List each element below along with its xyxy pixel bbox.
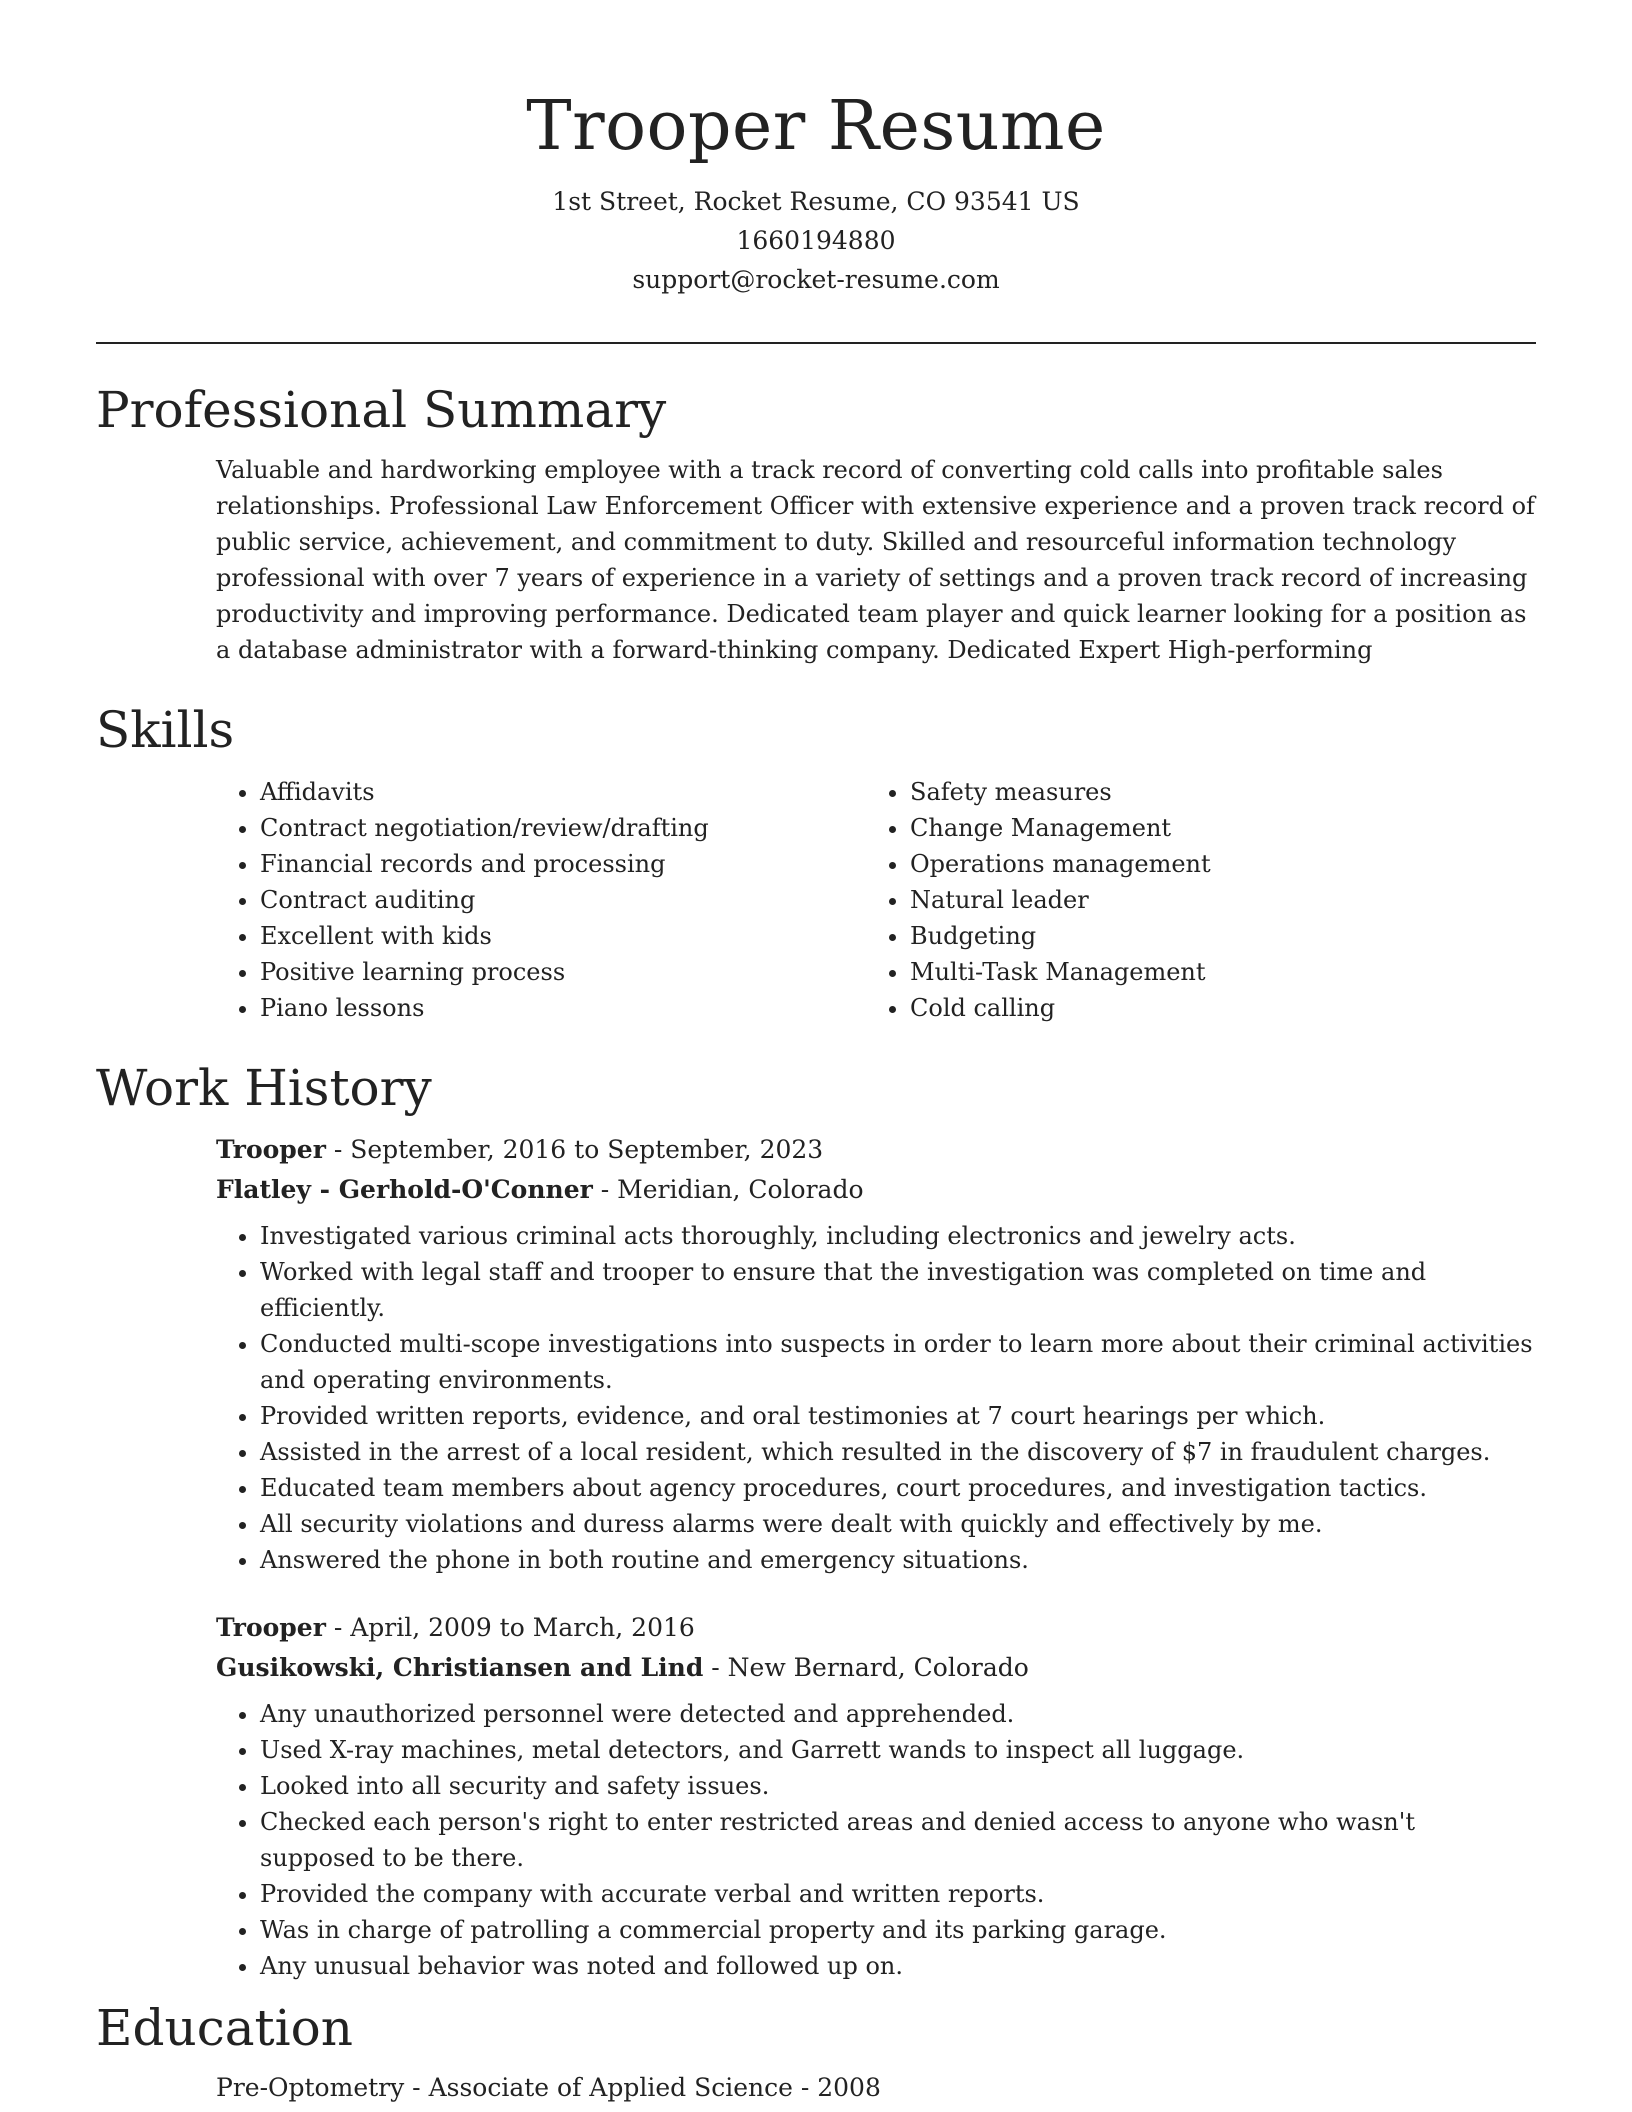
job-bullet: • Checked each person's right to enter restricted areas and denied access to anyone who wasn't supposed to be there. (260, 1804, 1536, 1876)
summary-heading: Professional Summary (96, 381, 667, 439)
job-company: Flatley - Gerhold-O'Conner (216, 1175, 593, 1204)
job-bullets (216, 1218, 1536, 1578)
job-bullet: • Any unusual behavior was noted and followed up on. (260, 1948, 1536, 1984)
work-section (96, 1058, 1536, 1984)
skill-item: • Operations management (910, 846, 1516, 882)
job-bullet: • Conducted multi-scope investigations into suspects in order to learn more about their criminal activities and operating environments. (260, 1326, 1536, 1398)
job-company-line (216, 1648, 1536, 1688)
job-bullet: • Educated team members about agency procedures, court procedures, and investigation tactics. (260, 1470, 1536, 1506)
skill-item: • Contract auditing (260, 882, 866, 918)
skill-item: • Change Management (910, 810, 1516, 846)
skills-right-list (866, 774, 1516, 1026)
job-entry (216, 1130, 1536, 1578)
skill-item: • Natural leader (910, 882, 1516, 918)
skill-item: • Multi-Task Management (910, 954, 1516, 990)
education-heading: Education (96, 1999, 353, 2057)
skills-right-column (866, 774, 1516, 1026)
address: 1st Street, Rocket Resume, CO 93541 US (552, 187, 1080, 216)
job-company-line (216, 1170, 1536, 1210)
job-bullet: • Any unauthorized personnel were detected and apprehended. (260, 1696, 1536, 1732)
job-entry (216, 1608, 1536, 1984)
skills-columns (216, 774, 1536, 1026)
job-role: Trooper (216, 1613, 326, 1642)
education-entry: Pre-Optometry - Associate of Applied Science - 2008 (216, 2073, 881, 2102)
job-bullet: • Answered the phone in both routine and emergency situations. (260, 1542, 1536, 1578)
contact-info (0, 182, 1632, 299)
skill-item: • Budgeting (910, 918, 1516, 954)
skill-item: • Safety measures (910, 774, 1516, 810)
job-bullet: • Worked with legal staff and trooper to ensure that the investigation was completed on time and efficiently. (260, 1254, 1536, 1326)
job-company: Gusikowski, Christiansen and Lind (216, 1653, 704, 1682)
job-location: - Meridian, Colorado (592, 1175, 864, 1204)
job-bullet: • Looked into all security and safety issues. (260, 1768, 1536, 1804)
header-divider (96, 342, 1536, 344)
job-bullet: • Provided written reports, evidence, and oral testimonies at 7 court hearings per which. (260, 1398, 1536, 1434)
job-bullet: • All security violations and duress alarms were dealt with quickly and effectively by me. (260, 1506, 1536, 1542)
job-bullet: • Provided the company with accurate verbal and written reports. (260, 1876, 1536, 1912)
email: support@rocket-resume.com (632, 265, 1000, 294)
job-bullets (216, 1696, 1536, 1984)
job-dates: - April, 2009 to March, 2016 (325, 1613, 695, 1642)
skill-item: • Piano lessons (260, 990, 866, 1026)
job-bullet: • Assisted in the arrest of a local resident, which resulted in the discovery of $7 in fraudulent charges. (260, 1434, 1536, 1470)
jobs-list (216, 1130, 1536, 1984)
skills-section (96, 700, 1536, 1026)
skill-item: • Excellent with kids (260, 918, 866, 954)
skill-item: • Affidavits (260, 774, 866, 810)
job-role: Trooper (216, 1135, 326, 1164)
phone: 1660194880 (736, 226, 896, 255)
resume-name: Trooper Resume (526, 87, 1106, 166)
job-title-line (216, 1130, 1536, 1170)
summary-text: Valuable and hardworking employee with a track record of converting cold calls into profitable sales relationships. Professional Law Enforcement Officer with extensive experience and a proven track record of public service, achievement, and commitment to duty. Skilled and resourceful information technology professional with over 7 years of experience in a variety of settings and a proven track record of increasing productivity and improving performance. Dedicated team player and quick learner looking for a position as a database administrator with a forward-thinking company. Dedicated Expert High-performing (216, 456, 1535, 664)
skill-item: • Cold calling (910, 990, 1516, 1026)
job-bullet: • Investigated various criminal acts thoroughly, including electronics and jewelry acts. (260, 1218, 1536, 1254)
skill-item: • Contract negotiation/review/drafting (260, 810, 866, 846)
work-heading: Work History (96, 1059, 432, 1117)
job-dates: - September, 2016 to September, 2023 (325, 1135, 824, 1164)
skills-left-list (216, 774, 866, 1026)
summary-section (96, 380, 1536, 668)
job-location: - New Bernard, Colorado (703, 1653, 1029, 1682)
job-title-line (216, 1608, 1536, 1648)
skill-item: • Financial records and processing (260, 846, 866, 882)
resume-header (0, 0, 1632, 299)
skills-heading: Skills (96, 701, 235, 759)
education-section (96, 1998, 1536, 2108)
skill-item: • Positive learning process (260, 954, 866, 990)
skills-left-column (216, 774, 866, 1026)
job-bullet: • Used X-ray machines, metal detectors, and Garrett wands to inspect all luggage. (260, 1732, 1536, 1768)
job-bullet: • Was in charge of patrolling a commercial property and its parking garage. (260, 1912, 1536, 1948)
